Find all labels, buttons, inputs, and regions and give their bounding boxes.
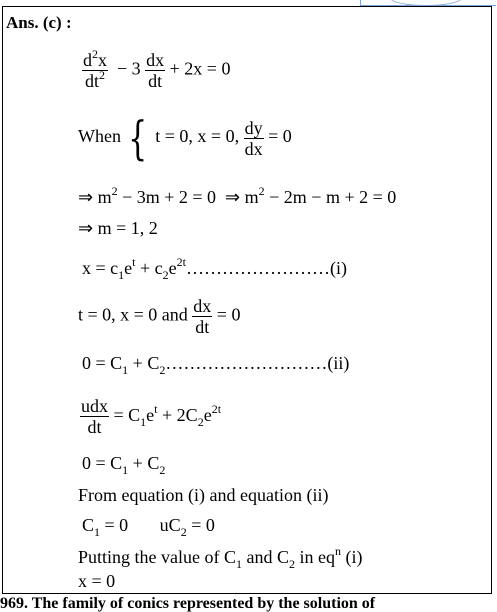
derivative-line: $\frac{\text{udx}}{dt}$ = $C_1e^t + 2C_2e^{2t}$ — [81, 396, 222, 437]
final-answer: x = 0 — [78, 571, 116, 591]
fraction-dy-dx: $\frac{dy}{dx}$ — [244, 117, 263, 159]
answer-label: Ans. (c) : — [6, 13, 72, 32]
fraction-d2x-dt2: $\frac{d^2x}{dt^2}$ — [83, 47, 107, 91]
fraction-udx-dt: $\frac{\text{udx}}{dt}$ — [81, 396, 108, 437]
putting-value-text: Putting the value of $C_1$ and $C_2$ in $eq^n$ (i) — [78, 544, 363, 571]
left-brace: { — [128, 111, 148, 165]
condition-line: t = 0, x = 0 and $\frac{dx}{dt}$ = 0 — [78, 296, 241, 337]
fraction-dx-dt: $\frac{dx}{dt}$ — [146, 50, 165, 91]
initial-conditions: When { t = 0, x = 0, $\frac{dy}{dx}$ = 0 — [78, 111, 292, 165]
differential-equation: $\frac{d^2x}{dt^2}$ − 3 $\frac{dx}{dt}$ + 2x = 0 — [83, 47, 231, 91]
next-question-fragment: 969. The family of conics represented by the solution of — [0, 595, 376, 612]
general-solution: $x = c_1e^t$ + $c_2e^{2t}\dots\dots\dots\dots\dots\dots\dots\dots(i)$ — [82, 255, 347, 282]
constants-values: $C_1 = 0$ $uC_2 = 0$ — [82, 515, 215, 539]
roots: ⇒ m = 1, 2 — [78, 218, 158, 238]
characteristic-equation: ⇒ $m^2 - 3m + 2 = 0$ ⇒ $m^2 - 2m - m + 2 = 0$ — [78, 184, 397, 207]
equation-repeat: $0 = C_1 + C_2$ — [82, 453, 166, 477]
from-equation-text: From equation (i) and equation (ii) — [78, 485, 329, 505]
fraction-dx-dt-2: $\frac{dx}{dt}$ — [193, 296, 212, 337]
equation-ii: $0 = C_1$ + $C_2\dots\dots\dots\dots\dots\dots\dots\dots\dots(ii)$ — [82, 353, 350, 377]
